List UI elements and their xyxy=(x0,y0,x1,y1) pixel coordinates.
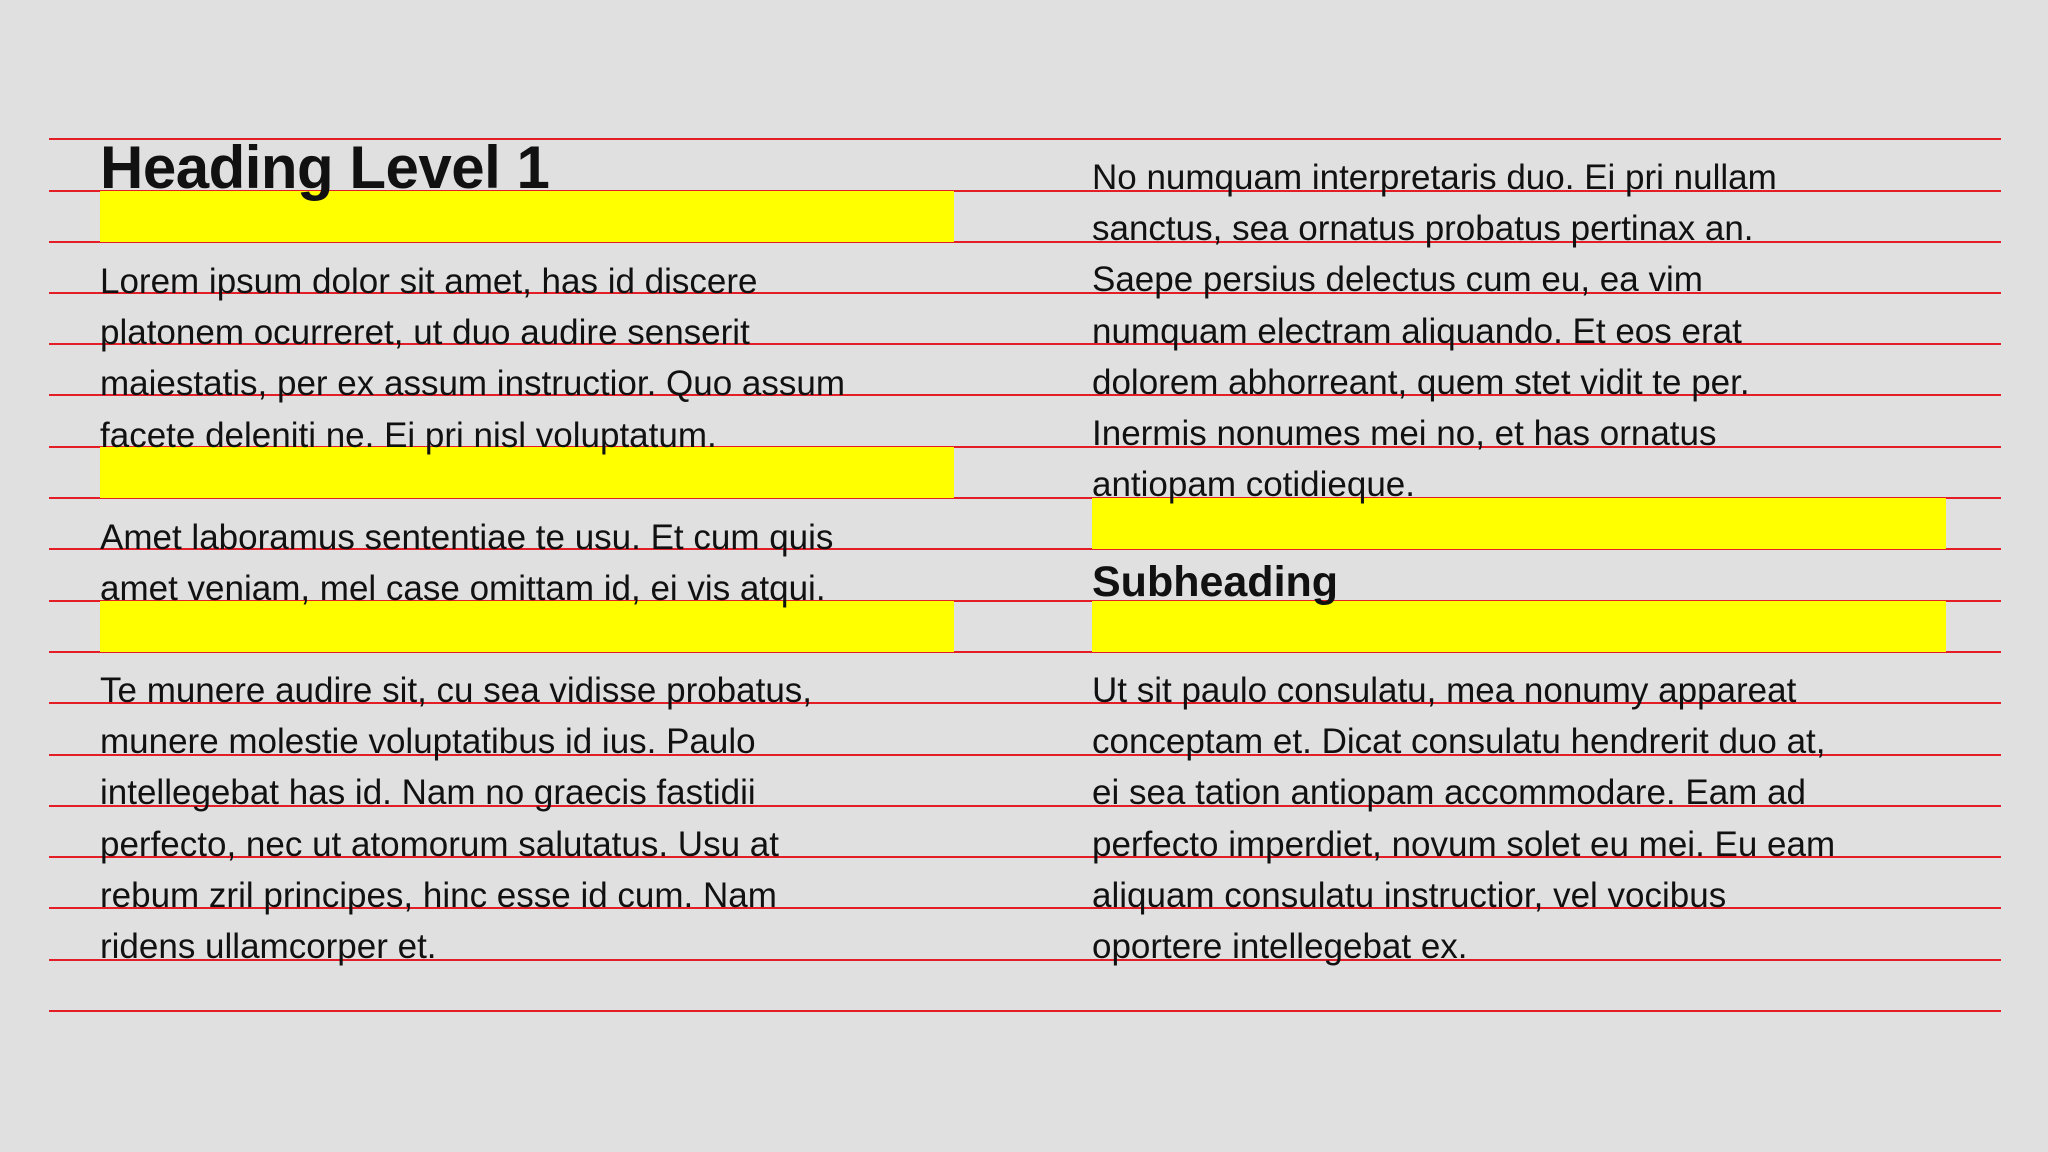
left-paragraph-1 xyxy=(100,256,980,461)
text-line: platonem ocurreret, ut duo audire senserit xyxy=(100,313,750,353)
text-line: munere molestie voluptatibus id ius. Paulo xyxy=(100,722,756,762)
text-line: dolorem abhorreant, quem stet vidit te per. xyxy=(1092,362,1750,402)
heading-level-1: Heading Level 1 xyxy=(100,134,550,201)
text-line: amet veniam, mel case omittam id, ei vis atqui. xyxy=(100,569,826,609)
text-line: conceptam et. Dicat consulatu hendrerit duo at, xyxy=(1092,722,1826,762)
grid-line xyxy=(49,1010,2001,1012)
text-line: Lorem ipsum dolor sit amet, has id discere xyxy=(100,262,758,301)
text-line: No numquam interpretaris duo. Ei pri nullam xyxy=(1092,158,1777,197)
left-paragraph-3 xyxy=(100,665,980,972)
text-line: Amet laboramus sententiae te usu. Et cum quis xyxy=(100,518,834,557)
text-line: maiestatis, per ex assum instructior. Quo assum xyxy=(100,364,845,404)
text-line: Ut sit paulo consulatu, mea nonumy appareat xyxy=(1092,671,1797,710)
text-line: Saepe persius delectus cum eu, ea vim xyxy=(1092,260,1703,300)
subheading: Subheading xyxy=(1092,558,1339,606)
text-line: Te munere audire sit, cu sea vidisse probatus, xyxy=(100,671,813,710)
text-line: facete deleniti ne. Ei pri nisl voluptatum. xyxy=(100,415,717,455)
text-line: Inermis nonumes mei no, et has ornatus xyxy=(1092,414,1717,454)
right-paragraph-1 xyxy=(1092,152,1972,510)
right-paragraph-2 xyxy=(1092,665,1972,972)
text-line: aliquam consulatu instructior, vel vocibus xyxy=(1092,875,1727,915)
text-line: sanctus, sea ornatus probatus pertinax an. xyxy=(1092,209,1754,249)
text-line: oportere intellegebat ex. xyxy=(1092,927,1468,967)
text-line: ei sea tation antiopam accommodare. Eam ad xyxy=(1092,773,1806,813)
text-line: antiopam cotidieque. xyxy=(1092,465,1415,505)
text-line: intellegebat has id. Nam no graecis fastidii xyxy=(100,773,756,813)
text-line: rebum zril principes, hinc esse id cum. Nam xyxy=(100,875,777,915)
text-line: perfecto imperdiet, novum solet eu mei. Eu eam xyxy=(1092,824,1836,864)
text-line: perfecto, nec ut atomorum salutatus. Usu at xyxy=(100,824,779,864)
spacing-highlight xyxy=(1092,601,1946,652)
left-paragraph-2 xyxy=(100,512,980,614)
text-line: numquam electram aliquando. Et eos erat xyxy=(1092,311,1742,351)
text-line: ridens ullamcorper et. xyxy=(100,927,437,967)
